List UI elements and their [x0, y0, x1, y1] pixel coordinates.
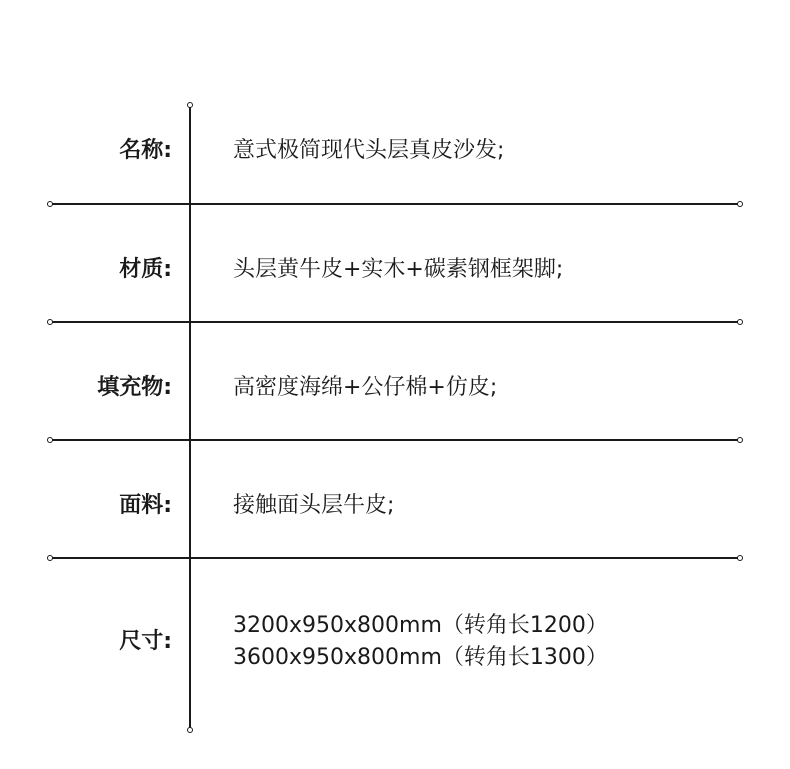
value-fabric	[233, 490, 394, 522]
separator-right-dot	[737, 555, 743, 561]
value-line: 3600x950x800mm（转角长1300）	[233, 645, 608, 670]
separator-right-dot	[737, 319, 743, 325]
value-line: 3200x950x800mm（转角长1200）	[233, 613, 608, 638]
label-name: 名称:	[119, 138, 172, 163]
separator-right-dot	[737, 201, 743, 207]
separator-left-dot	[47, 555, 53, 561]
separator-left-dot	[47, 437, 53, 443]
value-material	[233, 254, 563, 286]
value-line: 意式极简现代头层真皮沙发;	[233, 138, 505, 163]
value-line: 高密度海绵+公仔棉+仿皮;	[233, 375, 498, 400]
row-separator	[50, 321, 740, 323]
vertical-divider	[189, 105, 191, 730]
row-separator	[50, 203, 740, 205]
value-name	[233, 135, 504, 167]
value-line: 接触面头层牛皮;	[233, 493, 395, 518]
separator-left-dot	[47, 319, 53, 325]
divider-top-dot	[187, 102, 193, 108]
divider-bottom-dot	[187, 727, 193, 733]
row-separator	[50, 439, 740, 441]
separator-left-dot	[47, 201, 53, 207]
value-line: 头层黄牛皮+实木+碳素钢框架脚;	[233, 257, 564, 282]
row-separator	[50, 557, 740, 559]
separator-right-dot	[737, 437, 743, 443]
label-material: 材质:	[119, 257, 172, 282]
value-filling	[233, 372, 497, 404]
label-size: 尺寸:	[119, 629, 172, 654]
label-filling: 填充物:	[97, 375, 172, 400]
value-size	[233, 610, 608, 674]
label-fabric: 面料:	[119, 493, 172, 518]
